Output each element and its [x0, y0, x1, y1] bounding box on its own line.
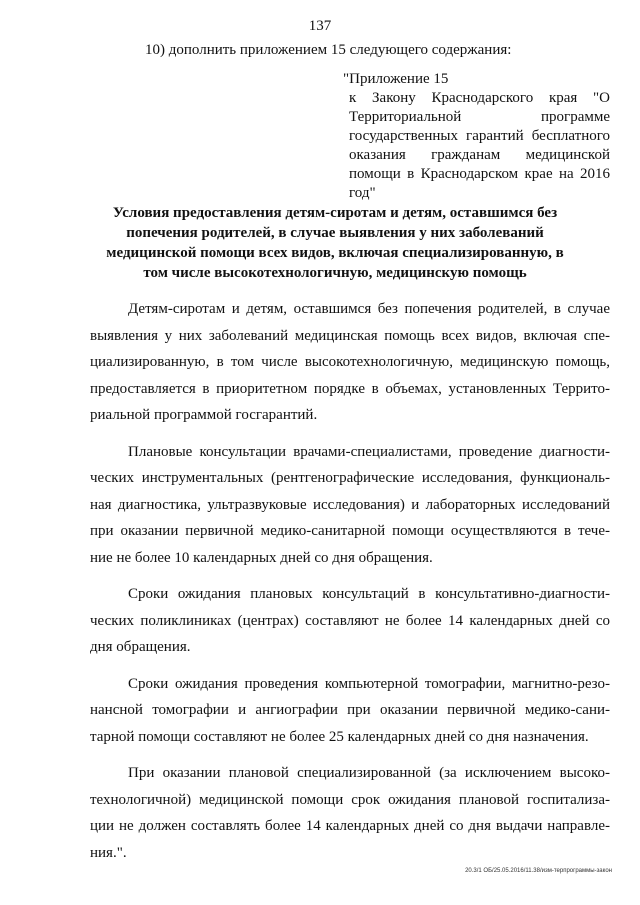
- paragraph-line: дня обращения.: [90, 639, 191, 655]
- paragraph-line: технологичной) медицинской помощи срок ожидания плановой госпитализа-: [90, 791, 610, 808]
- paragraph-line: предоставляется в приоритетном порядке в объемах, установленных Террито-: [90, 380, 610, 397]
- paragraph-line: ная диагностика, ультразвуковые исследования) и лабораторных исследований: [90, 496, 610, 513]
- page-number: 137: [308, 18, 332, 34]
- appendix-header: [343, 70, 610, 203]
- appendix-text: к Закону Краснодарского края "О Территориальной программе государственных гарантий бесплатного оказания гражданам медицинской помощи в Краснодарском крае на 2016 год": [349, 90, 610, 201]
- section-title: Условия предоставления детям-сиротам и детям, оставшимся без попечения родителей, в случае выявления у них заболеваний медицинской помощи всех видов, включая специализированную, в том числе высокотехнологичную, медицинскую помощь: [106, 205, 564, 281]
- paragraph-line: Плановые консультации врачами-специалистами, проведение диагности-: [128, 443, 610, 460]
- paragraph-line: тарной помощи составляют не более 25 календарных дней со дня назначения.: [90, 728, 589, 745]
- footer-code: 20.3/1 ОБ/25.05.2016/11.38/изм-терпрограммы-закон: [465, 868, 612, 874]
- appendix-title: "Приложение 15: [343, 71, 449, 87]
- paragraph-line: выявления у них заболеваний медицинская помощь всех видов, включая спе-: [90, 327, 610, 344]
- intro-text: 10) дополнить приложением 15 следующего содержания:: [145, 42, 512, 58]
- paragraph-line: при оказании первичной медико-санитарной помощи осуществляются в тече-: [90, 523, 610, 539]
- paragraph-line: циализированную, в том числе высокотехнологичную, медицинскую помощь,: [90, 354, 610, 370]
- paragraph-line: Детям-сиротам и детям, оставшимся без попечения родителей, в случае: [128, 301, 610, 317]
- paragraph-line: ния.".: [90, 844, 127, 861]
- paragraph-line: ческих поликлиниках (центрах) составляют не более 14 календарных дней со: [90, 612, 610, 629]
- paragraph-line: нансной томографии и ангиографии при оказании первичной медико-сани-: [90, 702, 610, 718]
- paragraph-line: При оказании плановой специализированной (за исключением высоко-: [128, 765, 610, 781]
- paragraph-line: ние не более 10 календарных дней со дня обращения.: [90, 549, 433, 566]
- paragraph-line: риальной программой госгарантий.: [90, 407, 318, 423]
- paragraph-line: Сроки ожидания плановых консультаций в консультативно-диагности-: [128, 586, 610, 602]
- body-paragraph: [90, 671, 610, 751]
- document-body: [90, 296, 610, 876]
- paragraph-line: ции не должен составлять более 14 календарных дней со дня выдачи направле-: [90, 818, 610, 834]
- body-paragraph: [90, 581, 610, 661]
- body-paragraph: [90, 439, 610, 572]
- body-paragraph: [90, 760, 610, 866]
- body-paragraph: [90, 296, 610, 429]
- paragraph-line: Сроки ожидания проведения компьютерной томографии, магнитно-резо-: [128, 675, 610, 692]
- paragraph-line: ческих инструментальных (рентгенографические исследования, функциональ-: [90, 470, 610, 486]
